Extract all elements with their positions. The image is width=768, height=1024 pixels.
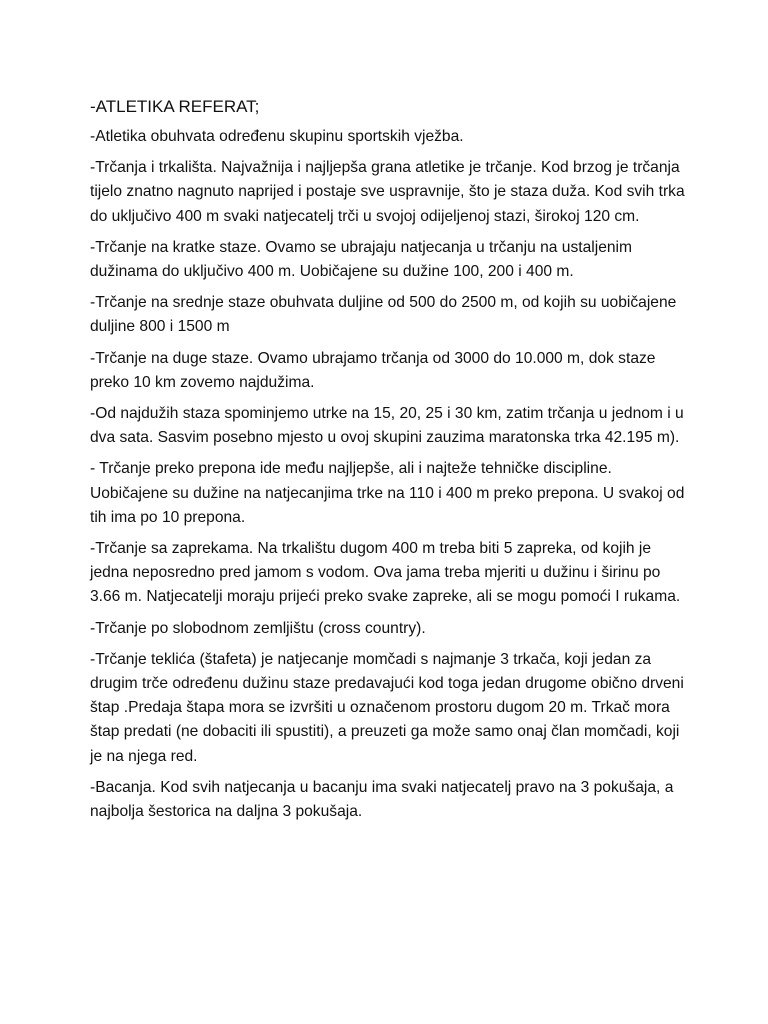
paragraph-longest-distance: -Od najdužih staza spominjemo utrke na 15, 20, 25 i 30 km, zatim trčanja u jednom i u dva sata. Sasvim posebno mjesto u ovoj skupini zauzima maratonska trka 42.195 m). bbox=[90, 405, 684, 447]
paragraph-intro: -Atletika obuhvata određenu skupinu sportskih vježba. bbox=[90, 128, 464, 145]
document-title: -ATLETIKA REFERAT; bbox=[90, 97, 260, 116]
paragraph-cross-country: -Trčanje po slobodnom zemljištu (cross country). bbox=[90, 619, 426, 637]
paragraph-hurdles: - Trčanje preko prepona ide među najljepše, ali i najteže tehničke discipline. Uobičajene su dužine na natjecanjima trke na 110 i 400 m preko prepona. U svakoj od tih ima po 10 prepona. bbox=[90, 460, 685, 526]
paragraph-steeplechase: -Trčanje sa zaprekama. Na trkalištu dugom 400 m treba biti 5 zapreka, od kojih je jedna neposredno pred jamom s vodom. Ova jama treba mjeriti u dužinu i širinu po 3.66 m. Natjecatelji moraju prijeći preko svake zapreke, ali se mogu pomoći I rukama. bbox=[90, 540, 681, 606]
paragraph-middle-distance: -Trčanje na srednje staze obuhvata duljine od 500 do 2500 m, od kojih su uobičajene duljine 800 i 1500 m bbox=[90, 294, 677, 336]
paragraph-relay: -Trčanje teklića (štafeta) je natjecanje momčadi s najmanje 3 trkača, koji jedan za drugim trče određenu dužinu staze predavajući kod toga jedan drugome obično drveni štap .Predaja štapa mora se izvršiti u označenom prostoru dugom 20 m. Trkač mora štap predati (ne dobaciti ili spustiti), a preuzeti ga može samo onaj član momčadi, koji je na njega red. bbox=[90, 650, 684, 765]
paragraph-running-tracks: -Trčanja i trkališta. Najvažnija i najljepša grana atletike je trčanje. Kod brzog je trčanja tijelo znatno nagnuto naprijed i postaje sve uspravnije, što je staza duža. Kod svih trka do uključivo 400 m svaki natjecatelj trči u svojoj odijeljenoj stazi, širokoj 120 cm. bbox=[90, 159, 685, 225]
paragraph-long-distance: -Trčanje na duge staze. Ovamo ubrajamo trčanja od 3000 do 10.000 m, dok staze preko 10 km zovemo najdužima. bbox=[90, 349, 656, 391]
paragraph-throwing: -Bacanja. Kod svih natjecanja u bacanju ima svaki natjecatelj pravo na 3 pokušaja, a najbolja šestorica na daljna 3 pokušaja. bbox=[90, 778, 674, 821]
paragraph-short-distance: -Trčanje na kratke staze. Ovamo se ubrajaju natjecanja u trčanju na ustaljenim dužinama do uključivo 400 m. Uobičajene su dužine 100, 200 i 400 m. bbox=[90, 238, 633, 281]
document-body bbox=[90, 94, 690, 831]
